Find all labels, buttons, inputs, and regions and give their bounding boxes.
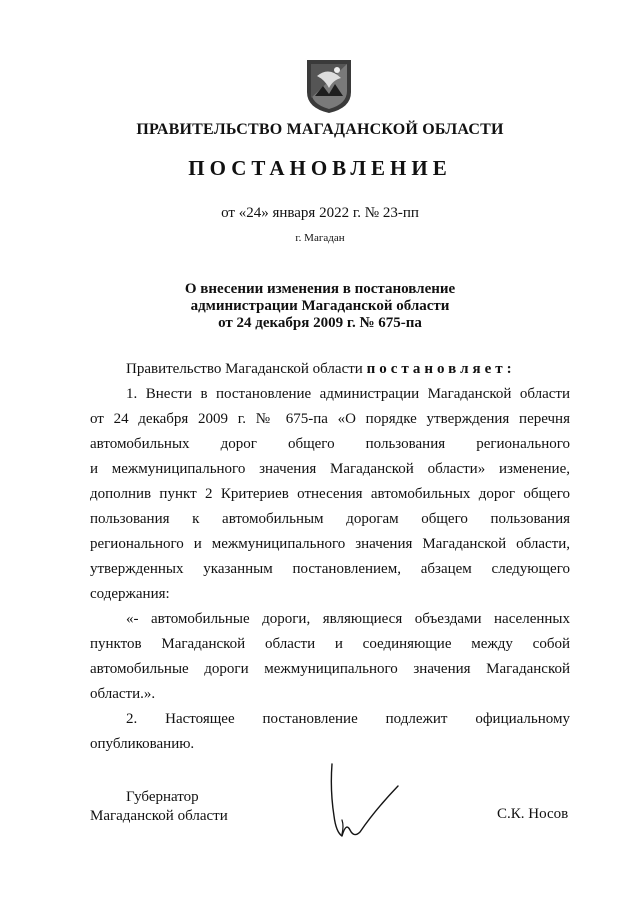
paragraph-1-line: 1. Внести в постановление администрации Магаданской области bbox=[126, 386, 570, 402]
paragraph-2-line: опубликованию. bbox=[90, 736, 195, 752]
document-body bbox=[90, 357, 570, 757]
signatory-title bbox=[90, 788, 228, 826]
quote-line: пунктов Магаданской области и соединяющие между собой bbox=[90, 636, 570, 652]
paragraph-1-line: от 24 декабря 2009 г. № 675-па «О порядке утверждения перечня bbox=[90, 411, 570, 427]
intro-prefix: Правительство Магаданской области bbox=[126, 361, 363, 377]
handwritten-signature bbox=[320, 760, 410, 840]
signatory-position: Губернатор bbox=[126, 789, 199, 805]
document-subject bbox=[0, 281, 640, 332]
paragraph-1-line: регионального и межмуниципального значения Магаданской области, bbox=[90, 536, 570, 552]
paragraph-1-line: содержания: bbox=[90, 586, 170, 602]
quote-line: области.». bbox=[90, 686, 156, 702]
date-number-line: от «24» января 2022 г. № 23-пп bbox=[221, 205, 419, 221]
signatory-region: Магаданской области bbox=[90, 808, 228, 824]
paragraph-1-line: пользования к автомобильным дорогам общего пользования bbox=[90, 511, 570, 527]
subject-line: от 24 декабря 2009 г. № 675-па bbox=[218, 315, 422, 331]
organization-title: ПРАВИТЕЛЬСТВО МАГАДАНСКОЙ ОБЛАСТИ bbox=[136, 121, 504, 138]
document-type: ПОСТАНОВЛЕНИЕ bbox=[188, 156, 452, 180]
signatory-name: С.К. Носов bbox=[497, 806, 569, 822]
quote-line: «- автомобильные дороги, являющиеся объездами населенных bbox=[126, 611, 570, 627]
city-line: г. Магадан bbox=[295, 232, 345, 244]
subject-line: О внесении изменения в постановление bbox=[184, 281, 456, 297]
paragraph-1-line: дополнив пункт 2 Критериев отнесения автомобильных дорог общего bbox=[90, 486, 570, 502]
quote-line: автомобильные дороги межмуниципального значения Магаданской bbox=[90, 661, 570, 677]
intro-verb: постановляет: bbox=[366, 361, 516, 377]
paragraph-1-line: утвержденных указанным постановлением, абзацем следующего bbox=[90, 561, 570, 577]
paragraph-1-line: и межмуниципального значения Магаданской области» изменение, bbox=[90, 461, 570, 477]
subject-line: администрации Магаданской области bbox=[190, 298, 450, 314]
intro-line bbox=[90, 357, 570, 382]
paragraph-2-line: 2. Настоящее постановление подлежит официальному bbox=[126, 711, 570, 727]
paragraph-1-line: автомобильных дорог общего пользования регионального bbox=[90, 436, 570, 452]
coat-of-arms-icon bbox=[303, 58, 355, 114]
